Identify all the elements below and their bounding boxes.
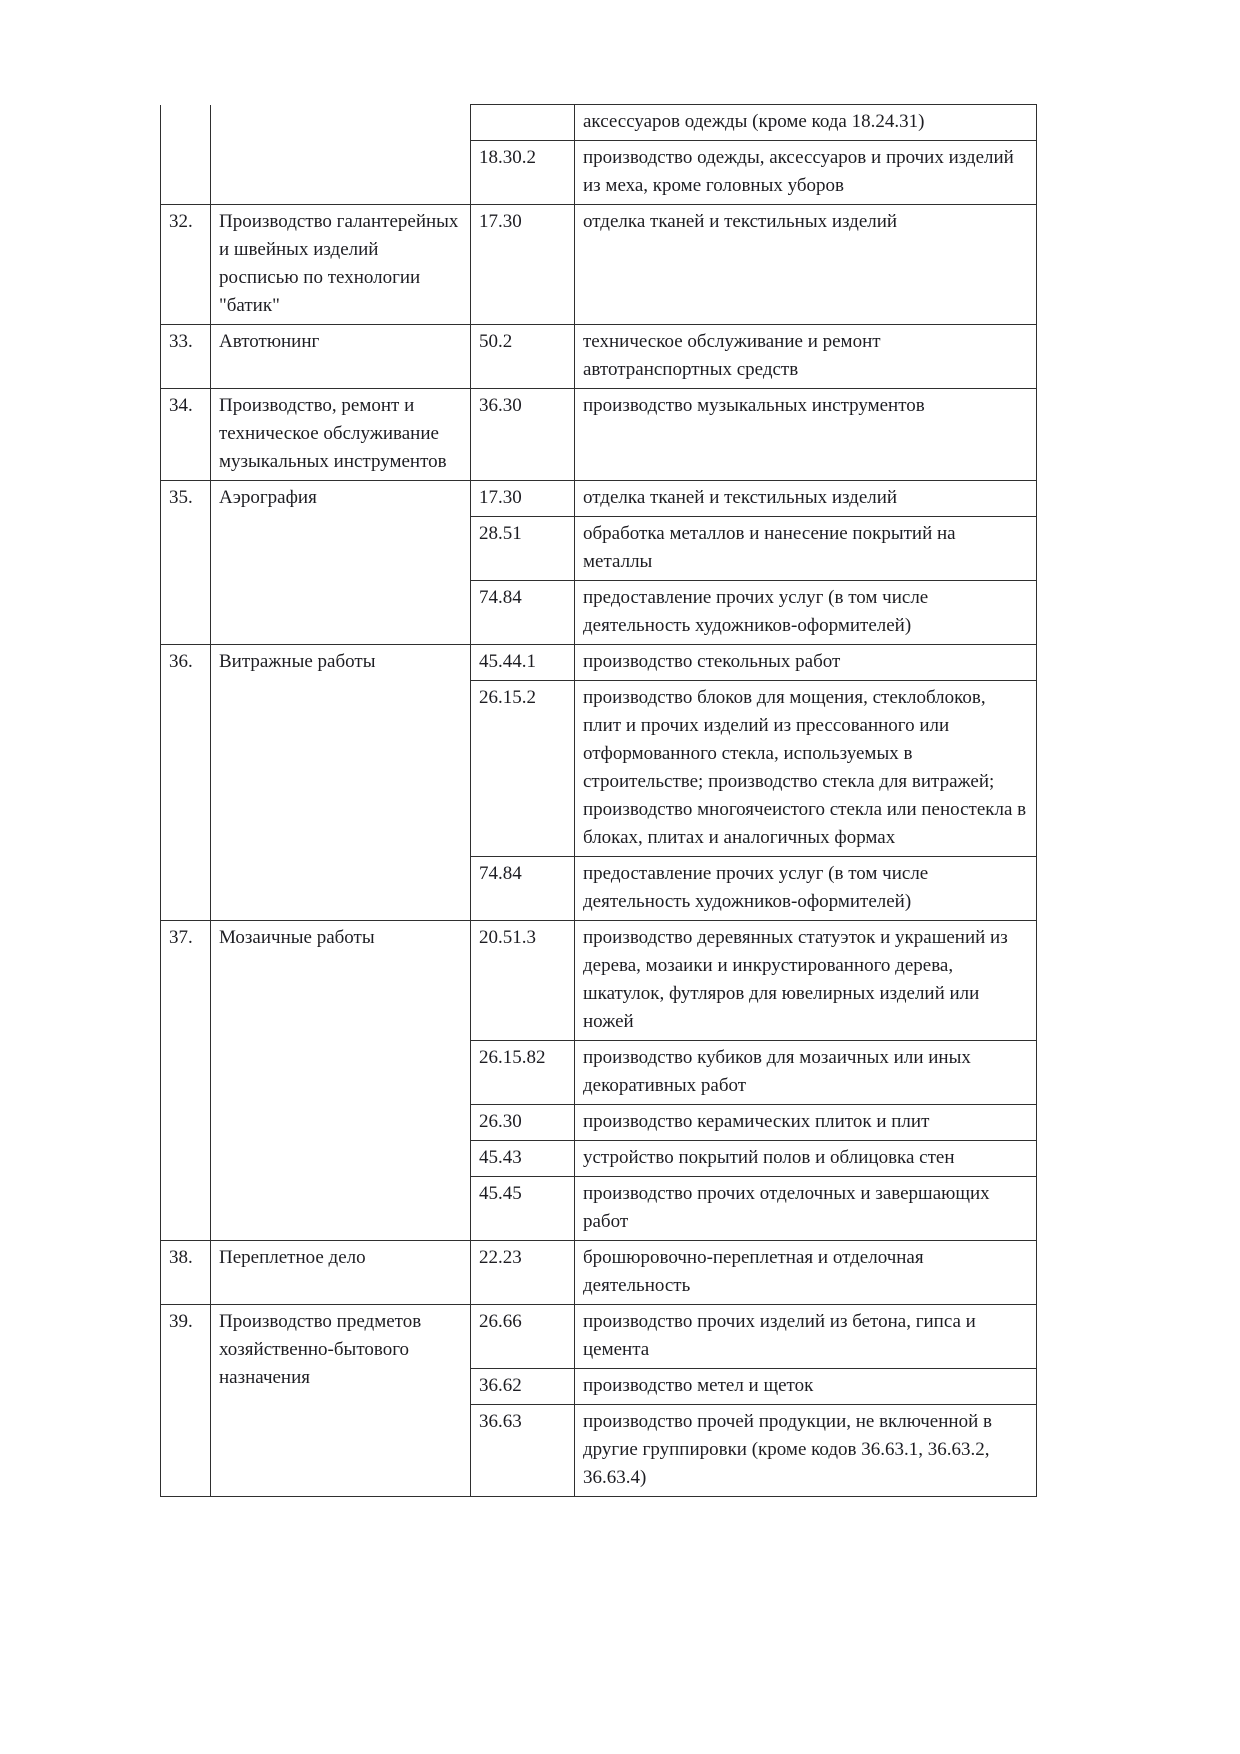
table-row — [161, 645, 1037, 681]
table-row — [161, 389, 1037, 481]
row-number-cell: 32. — [161, 205, 211, 325]
row-number-cell: 38. — [161, 1241, 211, 1305]
okved-description-cell: производство метел и щеток — [575, 1369, 1037, 1405]
okved-description-cell: производство кубиков для мозаичных или иных декоративных работ — [575, 1041, 1037, 1105]
activity-name-cell: Производство галантерейных и швейных изделий росписью по технологии "батик" — [211, 205, 471, 325]
okved-code-cell: 26.30 — [471, 1105, 575, 1141]
okved-description-cell: производство деревянных статуэток и украшений из дерева, мозаики и инкрустированного дерева, шкатулок, футляров для ювелирных изделий или ножей — [575, 921, 1037, 1041]
okved-code-cell — [471, 105, 575, 141]
okved-description-cell: аксессуаров одежды (кроме кода 18.24.31) — [575, 105, 1037, 141]
okved-description-cell: производство музыкальных инструментов — [575, 389, 1037, 481]
okved-code-cell: 22.23 — [471, 1241, 575, 1305]
okved-description-cell: производство блоков для мощения, стеклоблоков, плит и прочих изделий из прессованного или отформованного стекла, используемых в строительстве; производство стекла для витражей; производство многоячеистого стекла или пеностекла в блоках, плитах и аналогичных формах — [575, 681, 1037, 857]
okved-code-cell: 74.84 — [471, 581, 575, 645]
okved-code-cell: 28.51 — [471, 517, 575, 581]
okved-description-cell: брошюровочно-переплетная и отделочная деятельность — [575, 1241, 1037, 1305]
activity-name-cell: Мозаичные работы — [211, 921, 471, 1241]
row-number-cell: 36. — [161, 645, 211, 921]
row-number-cell: 33. — [161, 325, 211, 389]
okved-code-cell: 45.43 — [471, 1141, 575, 1177]
okved-description-cell: производство керамических плиток и плит — [575, 1105, 1037, 1141]
okved-code-cell: 36.63 — [471, 1405, 575, 1497]
row-number-cell: 35. — [161, 481, 211, 645]
activity-name-cell: Производство, ремонт и техническое обслуживание музыкальных инструментов — [211, 389, 471, 481]
table-row — [161, 1305, 1037, 1369]
okved-description-cell: производство прочих отделочных и завершающих работ — [575, 1177, 1037, 1241]
okved-description-cell: отделка тканей и текстильных изделий — [575, 481, 1037, 517]
okved-description-cell: предоставление прочих услуг (в том числе деятельность художников-оформителей) — [575, 581, 1037, 645]
table-row — [161, 481, 1037, 517]
table-row — [161, 921, 1037, 1041]
okved-code-cell: 36.30 — [471, 389, 575, 481]
okved-description-cell: производство прочей продукции, не включенной в другие группировки (кроме кодов 36.63.1, 36.63.2, 36.63.4) — [575, 1405, 1037, 1497]
okved-description-cell: устройство покрытий полов и облицовка стен — [575, 1141, 1037, 1177]
activity-name-cell: Переплетное дело — [211, 1241, 471, 1305]
okved-table-body — [161, 105, 1037, 1497]
activity-name-cell: Витражные работы — [211, 645, 471, 921]
okved-description-cell: производство прочих изделий из бетона, гипса и цемента — [575, 1305, 1037, 1369]
okved-description-cell: производство одежды, аксессуаров и прочих изделий из меха, кроме головных уборов — [575, 141, 1037, 205]
row-number-cell: 34. — [161, 389, 211, 481]
okved-description-cell: отделка тканей и текстильных изделий — [575, 205, 1037, 325]
activity-name-cell: Аэрография — [211, 481, 471, 645]
okved-code-cell: 26.15.2 — [471, 681, 575, 857]
okved-code-cell: 36.62 — [471, 1369, 575, 1405]
table-row — [161, 205, 1037, 325]
okved-code-cell: 45.45 — [471, 1177, 575, 1241]
okved-description-cell: предоставление прочих услуг (в том числе деятельность художников-оформителей) — [575, 857, 1037, 921]
table-row — [161, 1241, 1037, 1305]
okved-table — [160, 104, 1037, 1497]
okved-code-cell: 45.44.1 — [471, 645, 575, 681]
okved-description-cell: производство стекольных работ — [575, 645, 1037, 681]
okved-code-cell: 26.66 — [471, 1305, 575, 1369]
row-number-cell — [161, 105, 211, 205]
activity-name-cell: Автотюнинг — [211, 325, 471, 389]
table-row — [161, 105, 1037, 141]
table-row — [161, 325, 1037, 389]
row-number-cell: 39. — [161, 1305, 211, 1497]
okved-code-cell: 17.30 — [471, 205, 575, 325]
activity-name-cell: Производство предметов хозяйственно-бытового назначения — [211, 1305, 471, 1497]
okved-code-cell: 50.2 — [471, 325, 575, 389]
okved-description-cell: обработка металлов и нанесение покрытий на металлы — [575, 517, 1037, 581]
okved-code-cell: 17.30 — [471, 481, 575, 517]
okved-code-cell: 18.30.2 — [471, 141, 575, 205]
okved-code-cell: 74.84 — [471, 857, 575, 921]
activity-name-cell — [211, 105, 471, 205]
row-number-cell: 37. — [161, 921, 211, 1241]
okved-code-cell: 20.51.3 — [471, 921, 575, 1041]
okved-description-cell: техническое обслуживание и ремонт автотранспортных средств — [575, 325, 1037, 389]
okved-code-cell: 26.15.82 — [471, 1041, 575, 1105]
